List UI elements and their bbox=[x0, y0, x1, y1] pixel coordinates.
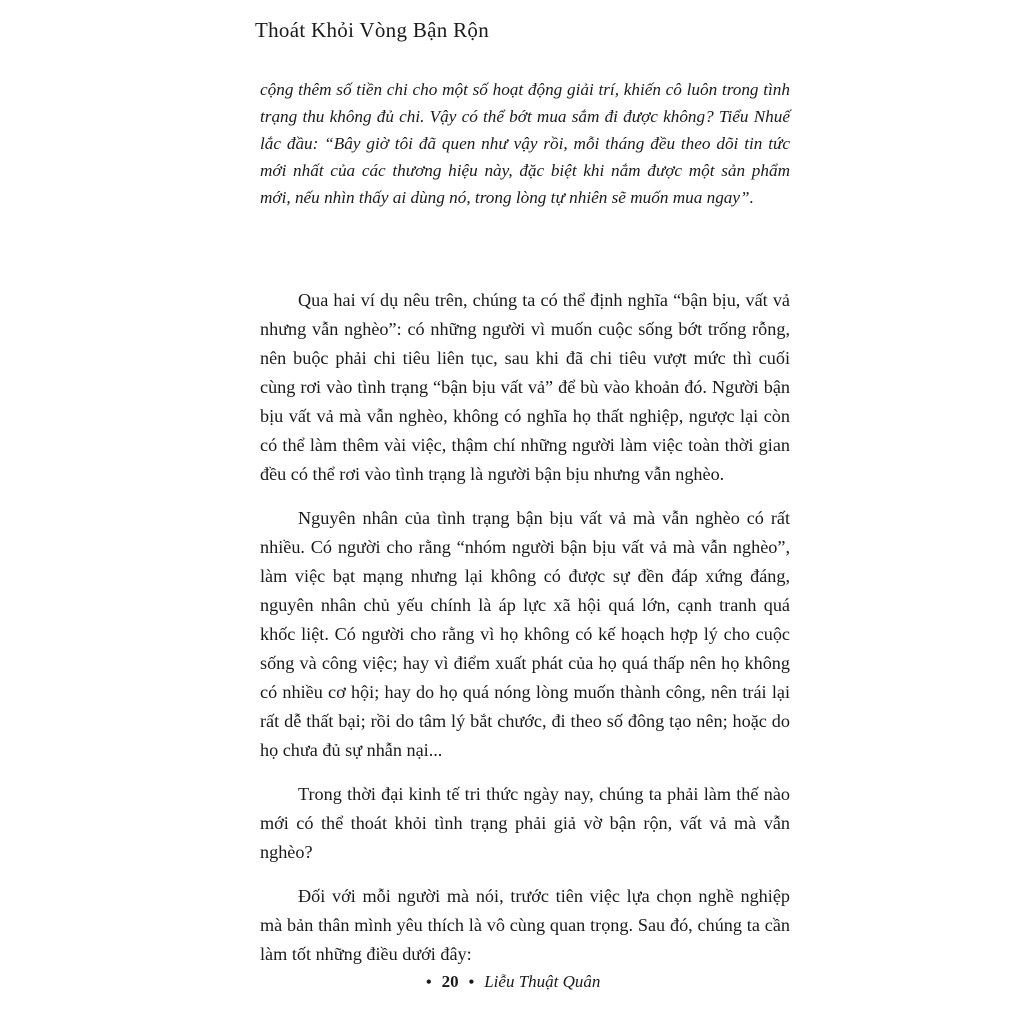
quote-paragraph: cộng thêm số tiền chi cho một số hoạt động giải trí, khiến cô luôn trong tình trạng thu không đủ chi. Vậy có thể bớt mua sắm đi được không? Tiểu Nhuế lắc đầu: “Bây giờ tôi đã quen như vậy rồi, mỗi tháng đều theo dõi tin tức mới nhất của các thương hiệu này, đặc biệt khi nắm được một sản phẩm mới, nếu nhìn thấy ai dùng nó, trong lòng tự nhiên sẽ muốn mua ngay”. bbox=[260, 80, 790, 207]
body-paragraph-2: Nguyên nhân của tình trạng bận bịu vất vả mà vẫn nghèo có rất nhiều. Có người cho rằng “nhóm người bận bịu vất vả mà vẫn nghèo”, làm việc bạt mạng nhưng lại không có được sự đền đáp xứng đáng, nguyên nhân chủ yếu chính là áp lực xã hội quá lớn, cạnh tranh quá khốc liệt. Có người cho rằng vì họ không có kế hoạch hợp lý cho cuộc sống và công việc; hay vì điểm xuất phát của họ quá thấp nên họ không có nhiều cơ hội; hay do họ quá nóng lòng muốn thành công, nên trái lại rất dễ thất bại; rồi do tâm lý bắt chước, đi theo số đông tạo nên; hoặc do họ chưa đủ sự nhẫn nại... bbox=[260, 508, 790, 760]
page-number: 20 bbox=[441, 972, 459, 991]
bullet-separator-icon: • bbox=[468, 974, 475, 991]
body-paragraph-4: Đối với mỗi người mà nói, trước tiên việc lựa chọn nghề nghiệp mà bản thân mình yêu thích là vô cùng quan trọng. Sau đó, chúng ta cần làm tốt những điều dưới đây: bbox=[260, 886, 790, 964]
page-footer bbox=[420, 972, 600, 992]
body-paragraph-1: Qua hai ví dụ nêu trên, chúng ta có thể định nghĩa “bận bịu, vất vả nhưng vẫn nghèo”: có những người vì muốn cuộc sống bớt trống rỗng, nên buộc phải chi tiêu liên tục, sau khi đã chi tiêu vượt mức thì cuối cùng rơi vào tình trạng “bận bịu vất vả” để bù vào khoản đó. Người bận bịu vất vả mà vẫn nghèo, không có nghĩa họ thất nghiệp, ngược lại còn có thể làm thêm vài việc, thậm chí những người làm việc toàn thời gian đều có thể rơi vào tình trạng là người bận bịu nhưng vẫn nghèo. bbox=[260, 290, 790, 484]
author-name: Liễu Thuật Quân bbox=[484, 972, 601, 991]
running-title: Thoát Khỏi Vòng Bận Rộn bbox=[255, 18, 490, 42]
bullet-separator-icon: • bbox=[426, 974, 432, 991]
body-text bbox=[260, 286, 790, 984]
body-paragraph-3: Trong thời đại kinh tế tri thức ngày nay, chúng ta phải làm thế nào mới có thể thoát khỏi tình trạng phải giả vờ bận rộn, vất vả mà vẫn nghèo? bbox=[260, 784, 790, 862]
